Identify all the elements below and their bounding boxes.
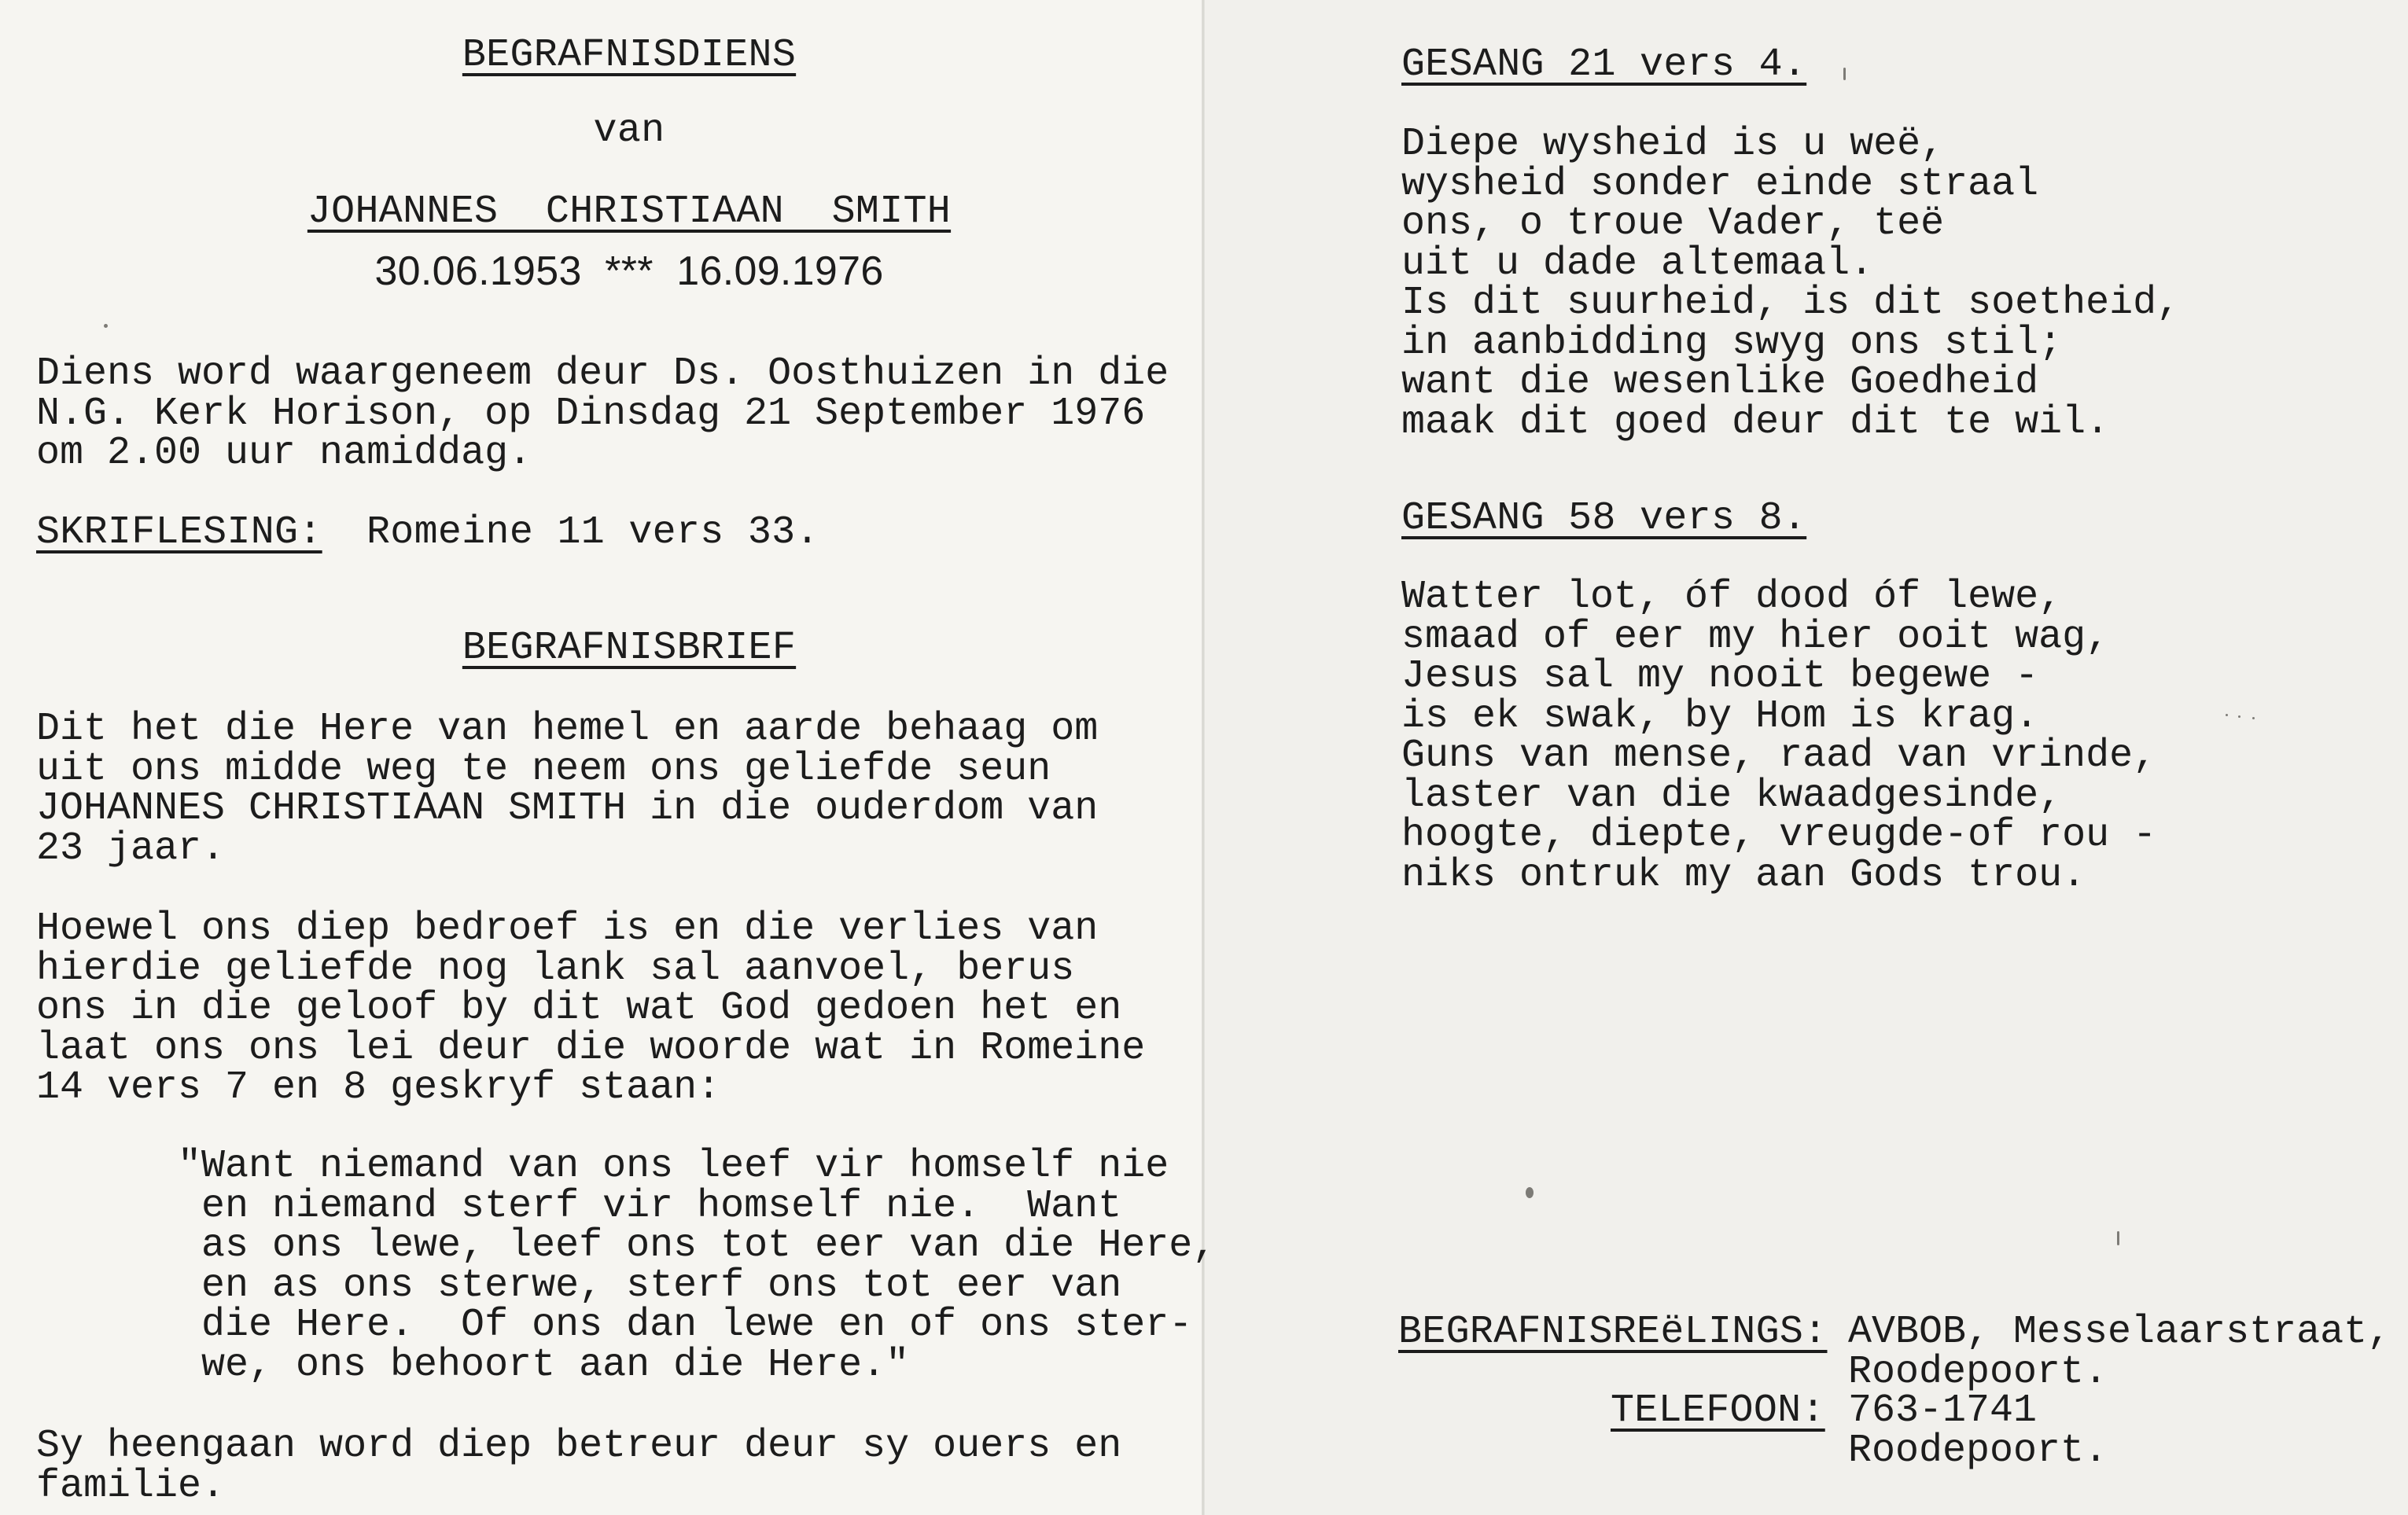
- van-line: van: [593, 108, 665, 153]
- paragraph-line: Sy heengaan word diep betreur deur sy ouers en: [36, 1424, 1122, 1469]
- paragraph-line: familie.: [36, 1463, 226, 1509]
- paper-speck: [1526, 1187, 1534, 1198]
- paragraph-line: 14 vers 7 en 8 geskryf staan:: [36, 1065, 721, 1110]
- hymn-1-title: GESANG 21 vers 4.: [1401, 42, 1807, 87]
- quote-line: as ons lewe, leef ons tot eer van die Here,: [178, 1223, 1217, 1268]
- paragraph-line: Dit het die Here van hemel en aarde behaag om: [36, 707, 1099, 752]
- verse-line: niks ontruk my aan Gods trou.: [1401, 852, 2086, 898]
- paper-speck: [104, 324, 108, 328]
- paragraph-line: Hoewel ons diep bedroef is en die verlies van: [36, 906, 1099, 951]
- scripture-quote: [178, 1144, 1217, 1388]
- paper-speck: [2226, 714, 2228, 716]
- verse-line: Watter lot, óf dood óf lewe,: [1401, 575, 2063, 620]
- phone-line: 763-1741: [1848, 1388, 2038, 1433]
- quote-line: we, ons behoort aan die Here.": [178, 1342, 910, 1388]
- closing-paragraph: [36, 1424, 1122, 1509]
- service-details: [36, 351, 1169, 476]
- phone-label: TELEFOON:: [1611, 1388, 1825, 1433]
- phone-line: Roodepoort.: [1848, 1428, 2108, 1473]
- verse-line: in aanbidding swyg ons stil;: [1401, 320, 2063, 366]
- letter-title: BEGRAFNISBRIEF: [462, 626, 797, 671]
- verse-line: is ek swak, by Hom is krag.: [1401, 693, 2039, 739]
- reading-text: Romeine 11 vers 33.: [366, 510, 819, 555]
- verse-line: laster van die kwaadgesinde,: [1401, 773, 2063, 818]
- verse-line: maak dit goed deur dit te wil.: [1401, 399, 2110, 445]
- phone-details: [1848, 1388, 2108, 1473]
- letter-paragraph-1: [36, 707, 1099, 871]
- deceased-name: JOHANNES CHRISTIAAN SMITH: [307, 189, 952, 234]
- verse-line: Is dit suurheid, is dit soetheid,: [1401, 281, 2181, 325]
- arrangements-details: [1848, 1310, 2391, 1395]
- arrangements-label: BEGRAFNISREëLINGS:: [1398, 1310, 1828, 1355]
- hymn-2-verse: [1401, 575, 2157, 898]
- paper-speck: [1843, 68, 1846, 80]
- verse-line: hoogte, diepte, vreugde-of rou -: [1401, 813, 2157, 858]
- letter-paragraph-2: [36, 906, 1146, 1110]
- verse-line: Diepe wysheid is u weë,: [1401, 122, 1945, 167]
- paragraph-line: laat ons ons lei deur die woorde wat in Romeine: [36, 1025, 1146, 1071]
- verse-line: ons, o troue Vader, teë: [1401, 201, 1945, 246]
- paper-speck: [2252, 717, 2255, 719]
- arrangements-line: Roodepoort.: [1848, 1349, 2108, 1395]
- paragraph-line: ons in die geloof by dit wat God gedoen het en: [36, 986, 1122, 1031]
- quote-line: en as ons sterwe, sterf ons tot eer van: [178, 1263, 1122, 1308]
- paper-speck: [2117, 1231, 2119, 1245]
- reading-label: SKRIFLESING:: [36, 510, 322, 555]
- hymn-2-title: GESANG 58 vers 8.: [1401, 496, 1807, 541]
- verse-line: uit u dade altemaal.: [1401, 241, 1874, 286]
- paper-speck: [2238, 715, 2240, 718]
- verse-line: Jesus sal my nooit begewe -: [1401, 654, 2039, 699]
- paragraph-line: 23 jaar.: [36, 826, 226, 871]
- quote-line: die Here. Of ons dan lewe en of ons ster-: [178, 1303, 1193, 1348]
- verse-line: want die wesenlike Goedheid: [1401, 360, 2039, 405]
- quote-line: en niemand sterf vir homself nie. Want: [178, 1183, 1122, 1229]
- paragraph-line: JOHANNES CHRISTIAAN SMITH in die ouderdom van: [36, 786, 1099, 831]
- paragraph-line: uit ons midde weg te neem ons geliefde seun: [36, 746, 1051, 792]
- verse-line: smaad of eer my hier ooit wag,: [1401, 614, 2110, 660]
- arrangements-line: AVBOB, Messelaarstraat,: [1848, 1310, 2391, 1355]
- life-dates: 30.06.1953 *** 16.09.1976: [374, 248, 884, 294]
- service-line: N.G. Kerk Horison, op Dinsdag 21 September 1976: [36, 391, 1146, 436]
- verse-line: Guns van mense, raad van vrinde,: [1401, 734, 2157, 778]
- quote-line: "Want niemand van ons leef vir homself nie: [178, 1144, 1169, 1189]
- paragraph-line: hierdie geliefde nog lank sal aanvoel, berus: [36, 946, 1075, 991]
- service-title: BEGRAFNISDIENS: [462, 33, 797, 78]
- hymn-1-verse: [1401, 122, 2181, 445]
- service-line: om 2.00 uur namiddag.: [36, 431, 532, 476]
- service-line: Diens word waargeneem deur Ds. Oosthuizen in die: [36, 351, 1169, 396]
- verse-line: wysheid sonder einde straal: [1401, 161, 2039, 207]
